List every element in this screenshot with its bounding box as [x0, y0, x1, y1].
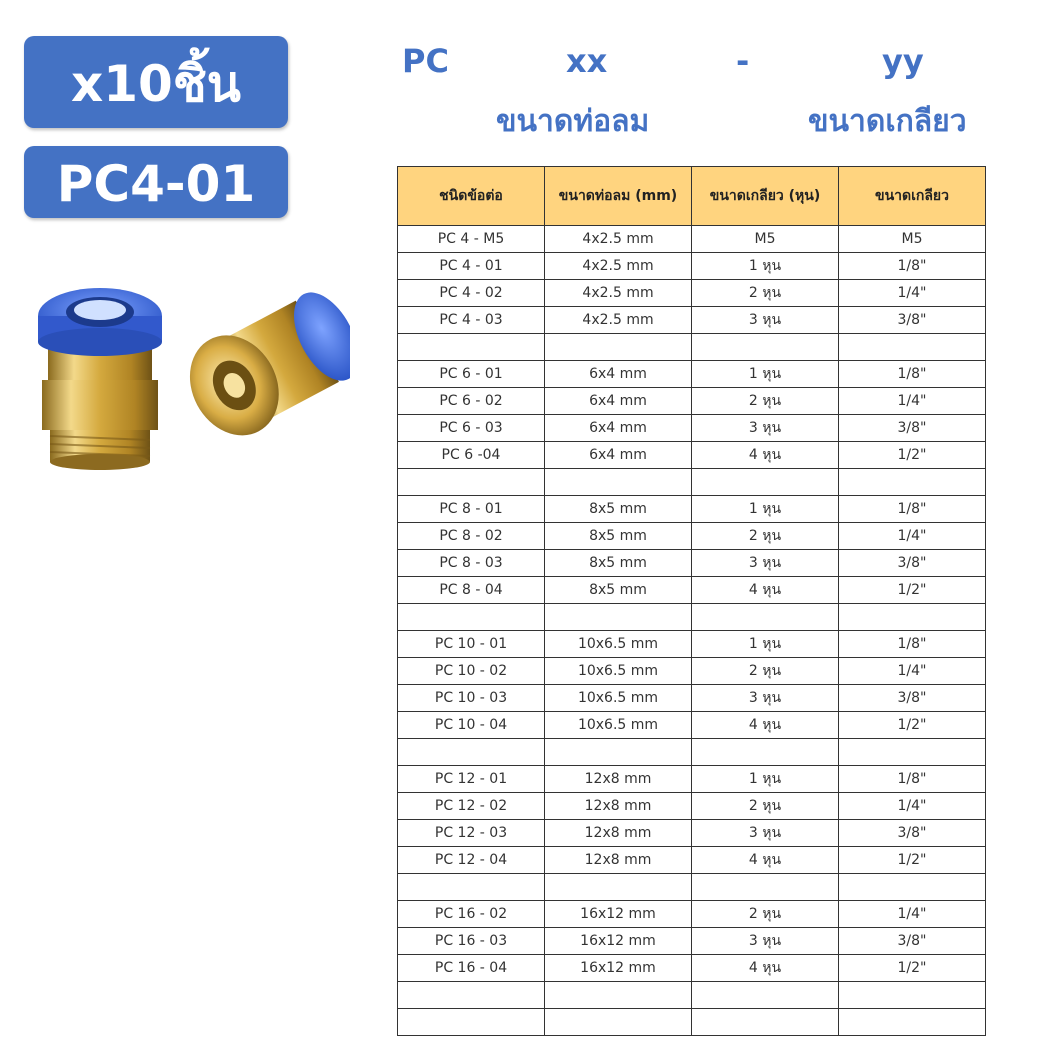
cell-thread-hun: 2 หุน: [692, 280, 839, 307]
code-dash: -: [736, 42, 750, 80]
cell-tube-size: [545, 739, 692, 766]
cell-tube-size: [545, 334, 692, 361]
cell-fitting-type: PC 10 - 03: [398, 685, 545, 712]
cell-tube-size: 16x12 mm: [545, 955, 692, 982]
table-row: [398, 658, 986, 685]
cell-thread-hun: 3 หุน: [692, 415, 839, 442]
table-row: [398, 820, 986, 847]
header-tube-size: ขนาดท่อลม (mm): [545, 167, 692, 226]
cell-fitting-type: PC 16 - 03: [398, 928, 545, 955]
cell-fitting-type: [398, 604, 545, 631]
code-var-yy: yy: [882, 42, 924, 80]
table-row: [398, 280, 986, 307]
cell-thread-hun: [692, 1009, 839, 1036]
cell-thread-hun: 3 หุน: [692, 307, 839, 334]
cell-thread-hun: [692, 739, 839, 766]
table-row: [398, 469, 986, 496]
cell-fitting-type: PC 8 - 03: [398, 550, 545, 577]
table-row: [398, 712, 986, 739]
table-header-row: [398, 167, 986, 226]
table-row: [398, 604, 986, 631]
cell-tube-size: 8x5 mm: [545, 523, 692, 550]
header-thread-hun: ขนาดเกลียว (หุน): [692, 167, 839, 226]
cell-thread-hun: M5: [692, 226, 839, 253]
table-row: [398, 523, 986, 550]
table-row: [398, 901, 986, 928]
cell-thread-inch: 3/8": [839, 415, 986, 442]
cell-thread-inch: [839, 1009, 986, 1036]
cell-tube-size: 4x2.5 mm: [545, 226, 692, 253]
cell-fitting-type: PC 6 -04: [398, 442, 545, 469]
cell-tube-size: 6x4 mm: [545, 361, 692, 388]
cell-fitting-type: PC 4 - 02: [398, 280, 545, 307]
brass-fitting-icon: [30, 280, 350, 480]
cell-thread-hun: [692, 469, 839, 496]
cell-fitting-type: PC 16 - 02: [398, 901, 545, 928]
cell-thread-hun: 2 หุน: [692, 388, 839, 415]
cell-tube-size: 8x5 mm: [545, 577, 692, 604]
table-row: [398, 415, 986, 442]
cell-thread-hun: 2 หุน: [692, 901, 839, 928]
cell-thread-hun: 1 หุน: [692, 496, 839, 523]
table-row: [398, 253, 986, 280]
cell-tube-size: 4x2.5 mm: [545, 307, 692, 334]
cell-fitting-type: PC 10 - 02: [398, 658, 545, 685]
cell-tube-size: 10x6.5 mm: [545, 631, 692, 658]
cell-fitting-type: PC 4 - M5: [398, 226, 545, 253]
cell-thread-inch: [839, 982, 986, 1009]
cell-thread-hun: [692, 604, 839, 631]
table-row: [398, 307, 986, 334]
table-row: [398, 766, 986, 793]
cell-fitting-type: PC 12 - 02: [398, 793, 545, 820]
cell-fitting-type: PC 4 - 01: [398, 253, 545, 280]
cell-thread-inch: 1/2": [839, 712, 986, 739]
cell-thread-inch: 1/8": [839, 253, 986, 280]
cell-thread-hun: 4 หุน: [692, 847, 839, 874]
cell-thread-inch: 1/4": [839, 658, 986, 685]
cell-tube-size: 10x6.5 mm: [545, 685, 692, 712]
cell-thread-inch: [839, 739, 986, 766]
table-row: [398, 442, 986, 469]
cell-tube-size: 10x6.5 mm: [545, 658, 692, 685]
table-row: [398, 874, 986, 901]
cell-tube-size: 4x2.5 mm: [545, 253, 692, 280]
cell-thread-hun: [692, 982, 839, 1009]
cell-thread-hun: 1 หุน: [692, 766, 839, 793]
cell-thread-inch: 1/8": [839, 496, 986, 523]
model-badge: PC4-01: [24, 146, 288, 218]
cell-thread-inch: [839, 874, 986, 901]
cell-tube-size: 6x4 mm: [545, 415, 692, 442]
table-row: [398, 955, 986, 982]
quantity-badge: x10ชิ้น: [24, 36, 288, 128]
cell-tube-size: 4x2.5 mm: [545, 280, 692, 307]
header-thread-inch: ขนาดเกลียว: [839, 167, 986, 226]
cell-thread-hun: 3 หุน: [692, 928, 839, 955]
cell-thread-hun: 3 หุน: [692, 685, 839, 712]
cell-fitting-type: PC 16 - 04: [398, 955, 545, 982]
table-row: [398, 928, 986, 955]
cell-fitting-type: [398, 469, 545, 496]
cell-thread-hun: [692, 334, 839, 361]
cell-thread-hun: [692, 874, 839, 901]
cell-tube-size: 12x8 mm: [545, 766, 692, 793]
table-row: [398, 388, 986, 415]
cell-fitting-type: [398, 1009, 545, 1036]
cell-thread-hun: 4 หุน: [692, 442, 839, 469]
cell-thread-inch: [839, 469, 986, 496]
tube-size-label: ขนาดท่อลม: [496, 104, 650, 139]
table-row: [398, 739, 986, 766]
cell-fitting-type: [398, 982, 545, 1009]
cell-tube-size: [545, 982, 692, 1009]
thread-size-label: ขนาดเกลียว: [808, 104, 967, 139]
cell-tube-size: 10x6.5 mm: [545, 712, 692, 739]
cell-fitting-type: PC 10 - 01: [398, 631, 545, 658]
cell-thread-inch: 1/4": [839, 523, 986, 550]
table-body: [398, 226, 986, 1036]
code-var-xx: xx: [566, 42, 608, 80]
cell-thread-hun: 4 หุน: [692, 577, 839, 604]
cell-thread-inch: [839, 604, 986, 631]
table-row: [398, 847, 986, 874]
cell-thread-inch: M5: [839, 226, 986, 253]
product-image: [30, 280, 350, 484]
cell-tube-size: 8x5 mm: [545, 550, 692, 577]
table-row: [398, 685, 986, 712]
cell-thread-inch: 1/8": [839, 631, 986, 658]
cell-thread-inch: 1/4": [839, 388, 986, 415]
cell-tube-size: 6x4 mm: [545, 388, 692, 415]
cell-thread-inch: 1/8": [839, 766, 986, 793]
table-row: [398, 226, 986, 253]
cell-thread-inch: 1/4": [839, 280, 986, 307]
cell-fitting-type: PC 12 - 01: [398, 766, 545, 793]
table-row: [398, 334, 986, 361]
cell-tube-size: [545, 874, 692, 901]
cell-fitting-type: [398, 334, 545, 361]
cell-thread-inch: 1/2": [839, 955, 986, 982]
cell-thread-hun: 3 หุน: [692, 820, 839, 847]
cell-fitting-type: PC 8 - 01: [398, 496, 545, 523]
cell-fitting-type: [398, 739, 545, 766]
cell-tube-size: [545, 604, 692, 631]
cell-thread-inch: 3/8": [839, 820, 986, 847]
cell-thread-inch: 1/2": [839, 442, 986, 469]
table-row: [398, 793, 986, 820]
table-row: [398, 361, 986, 388]
cell-thread-hun: 4 หุน: [692, 712, 839, 739]
cell-fitting-type: PC 8 - 04: [398, 577, 545, 604]
cell-fitting-type: PC 6 - 02: [398, 388, 545, 415]
cell-fitting-type: PC 8 - 02: [398, 523, 545, 550]
cell-thread-inch: 1/2": [839, 847, 986, 874]
table-row: [398, 1009, 986, 1036]
table-row: [398, 631, 986, 658]
cell-thread-inch: 3/8": [839, 928, 986, 955]
cell-tube-size: 16x12 mm: [545, 901, 692, 928]
cell-fitting-type: PC 10 - 04: [398, 712, 545, 739]
cell-thread-inch: 3/8": [839, 307, 986, 334]
code-prefix: PC: [402, 42, 449, 80]
cell-thread-inch: 3/8": [839, 685, 986, 712]
cell-fitting-type: PC 6 - 01: [398, 361, 545, 388]
table-row: [398, 496, 986, 523]
cell-thread-hun: 1 หุน: [692, 253, 839, 280]
cell-thread-inch: 1/2": [839, 577, 986, 604]
cell-tube-size: 8x5 mm: [545, 496, 692, 523]
cell-fitting-type: [398, 874, 545, 901]
cell-thread-hun: 2 หุน: [692, 523, 839, 550]
cell-fitting-type: PC 12 - 04: [398, 847, 545, 874]
cell-tube-size: 16x12 mm: [545, 928, 692, 955]
spec-table: [397, 166, 986, 1036]
cell-thread-inch: 1/4": [839, 901, 986, 928]
cell-tube-size: [545, 469, 692, 496]
cell-tube-size: 6x4 mm: [545, 442, 692, 469]
cell-thread-hun: 2 หุน: [692, 793, 839, 820]
cell-thread-hun: 1 หุน: [692, 361, 839, 388]
table-row: [398, 577, 986, 604]
cell-thread-inch: 1/8": [839, 361, 986, 388]
cell-thread-hun: 1 หุน: [692, 631, 839, 658]
cell-thread-inch: 1/4": [839, 793, 986, 820]
cell-fitting-type: PC 6 - 03: [398, 415, 545, 442]
cell-thread-hun: 3 หุน: [692, 550, 839, 577]
cell-tube-size: 12x8 mm: [545, 820, 692, 847]
cell-thread-inch: [839, 334, 986, 361]
cell-tube-size: [545, 1009, 692, 1036]
table-row: [398, 550, 986, 577]
cell-fitting-type: PC 12 - 03: [398, 820, 545, 847]
cell-tube-size: 12x8 mm: [545, 847, 692, 874]
header-fitting-type: ชนิดข้อต่อ: [398, 167, 545, 226]
cell-thread-hun: 4 หุน: [692, 955, 839, 982]
cell-thread-hun: 2 หุน: [692, 658, 839, 685]
cell-tube-size: 12x8 mm: [545, 793, 692, 820]
cell-thread-inch: 3/8": [839, 550, 986, 577]
cell-fitting-type: PC 4 - 03: [398, 307, 545, 334]
table-row: [398, 982, 986, 1009]
